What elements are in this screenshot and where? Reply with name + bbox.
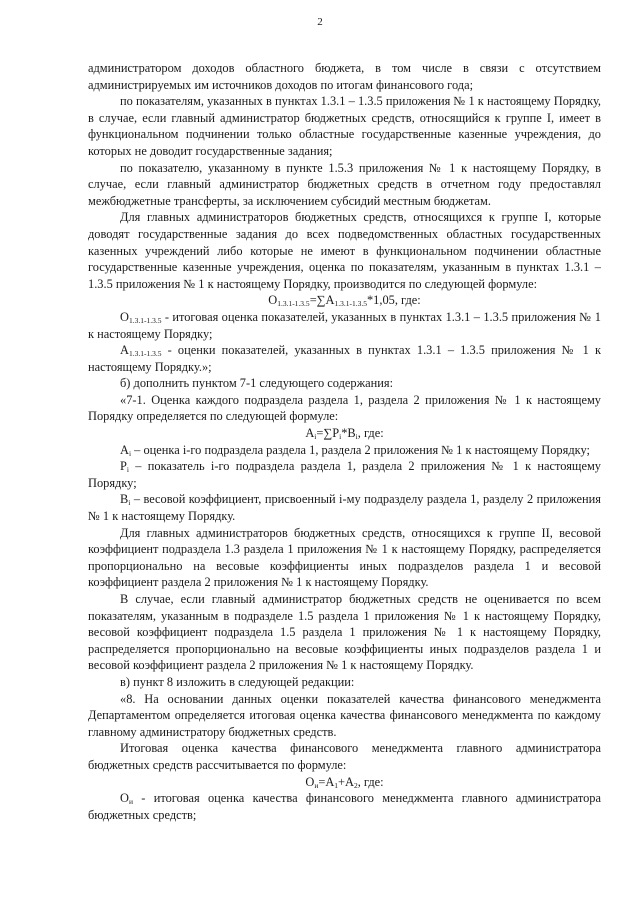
document-body (88, 60, 601, 823)
paragraph: по показателю, указанному в пункте 1.5.3 приложения № 1 к настоящему Порядку, в случае, если главный администратор бюджетных средств в отчетном году предоставлял межбюджетные трансферты, за исключением субсидий местным бюджетам. (88, 160, 601, 208)
text-run: O (120, 791, 129, 806)
text-run: - оценки показателей, указанных в пунктах 1.3.1 – 1.3.5 приложения № 1 к настоящему Порядку.»; (88, 343, 601, 374)
text-run: O (305, 774, 315, 789)
paragraph: «7-1. Оценка каждого подраздела раздела 1, раздела 2 приложения № 1 к настоящему Порядку определяется по следующей формуле: (88, 392, 601, 424)
text-run: , где: (357, 426, 384, 441)
text-run: O (268, 293, 278, 308)
paragraph (88, 458, 601, 491)
subscript: i (355, 432, 358, 442)
text-run: - итоговая оценка качества финансового менеджмента главного администратора бюджетных средств; (88, 791, 601, 822)
paragraph: Для главных администраторов бюджетных средств, относящихся к группе I, которые доводят государственные задания до всех подведомственных областных государственных казенных учреждений либо которые не имеют в функциональном подчинении областные государственные казенные учреждения, оценка по показателям, указанным в пунктах 1.3.1 – 1.3.5 приложения № 1 к настоящему Порядку, производится по следующей формуле: (88, 210, 601, 291)
subscript: 1.3.1-1.3.5 (277, 299, 310, 309)
text-run: – весовой коэффициент, присвоенный i-му подразделу раздела 1, разделу 2 приложения № 1 к настоящему Порядку. (88, 492, 601, 524)
paragraph: Итоговая оценка качества финансового менеджмента главного администратора бюджетных средств рассчитывается по формуле: (88, 741, 601, 772)
text-run: A (120, 343, 129, 358)
subscript: 1 (334, 780, 339, 790)
paragraph: по показателям, указанных в пунктах 1.3.1 – 1.3.5 приложения № 1 к настоящему Порядку, в случае, если главный администратор бюджетных средств, относящийся к группе I, имеет в функциональном подчинении только областные государственные казенные учреждения, до которых не доводит государственные задания; (88, 94, 601, 158)
text-run: P (120, 459, 127, 474)
text-run: A (120, 442, 129, 457)
paragraph-continuation: администратором доходов областного бюджета, в том числе в связи с отсутствием администрируемых им источников доходов по итогам финансового года; (88, 61, 601, 92)
subscript: и (128, 797, 133, 807)
subscript: 2 (353, 780, 358, 790)
text-run: B (120, 492, 129, 507)
text-run: +A (338, 774, 354, 789)
formula (88, 774, 601, 791)
paragraph: в) пункт 8 изложить в следующей редакции: (120, 674, 355, 689)
formula (88, 292, 601, 309)
subscript: 1.3.1-1.3.5 (128, 315, 162, 325)
paragraph: б) дополнить пунктом 7-1 следующего содержания: (120, 376, 394, 391)
paragraph (88, 342, 601, 375)
text-run: =∑P (316, 426, 340, 441)
subscript: и (314, 780, 319, 790)
paragraph (88, 491, 601, 524)
text-run: *B (341, 426, 356, 441)
text-run: *1,05, где: (366, 293, 421, 308)
subscript: i (339, 432, 342, 442)
subscript: i (314, 432, 317, 442)
paragraph (88, 442, 601, 459)
page-number: 2 (317, 16, 323, 28)
text-run: - итоговая оценка показателей, указанных в пунктах 1.3.1 – 1.3.5 приложения № 1 к настоящему Порядку; (88, 309, 601, 341)
text-run: A (305, 426, 315, 441)
text-run: – оценка i-го подраздела раздела 1, раздела 2 приложения № 1 к настоящему Порядку; (131, 442, 590, 457)
paragraph: «8. На основании данных оценки показателей качества финансового менеджмента Департаментом определяется итоговая оценка качества финансового менеджмента по каждому главному администратору бюджетных средств. (88, 691, 601, 739)
text-run: , где: (357, 774, 384, 789)
subscript: i (126, 465, 129, 475)
text-run: O (120, 309, 129, 324)
subscript: 1.3.1-1.3.5 (128, 349, 162, 359)
text-run: =∑A (309, 293, 335, 308)
text-run: =A (318, 774, 335, 789)
paragraph (88, 790, 601, 823)
text-run: – показатель i-го подраздела раздела 1, раздела 2 приложения № 1 к настоящему Порядку; (88, 459, 601, 490)
subscript: i (128, 498, 131, 508)
paragraph: Для главных администраторов бюджетных средств, относящихся к группе II, весовой коэффициент подраздела 1.3 раздела 1 приложения № 1 к настоящему Порядку, распределяется пропорционально на весовые коэффициенты иных подразделов раздела 1 и весовой коэффициент раздела 2 приложения № 1 к настоящему Порядку. (88, 525, 601, 590)
paragraph: В случае, если главный администратор бюджетных средств не оценивается по всем показателям, указанным в подразделе 1.5 раздела 1 приложения № 1 к настоящему Порядку, весовой коэффициент подраздела 1.5 раздела 1 приложения № 1 к настоящему Порядку, распределяется пропорционально на весовые коэффициенты иных подразделов раздела 1 и весовой коэффициент раздела 2 приложения № 1 к настоящему Порядку. (88, 592, 601, 673)
formula (88, 425, 601, 442)
subscript: i (128, 448, 132, 458)
paragraph (88, 309, 601, 342)
subscript: 1.3.1-1.3.5 (334, 299, 367, 309)
